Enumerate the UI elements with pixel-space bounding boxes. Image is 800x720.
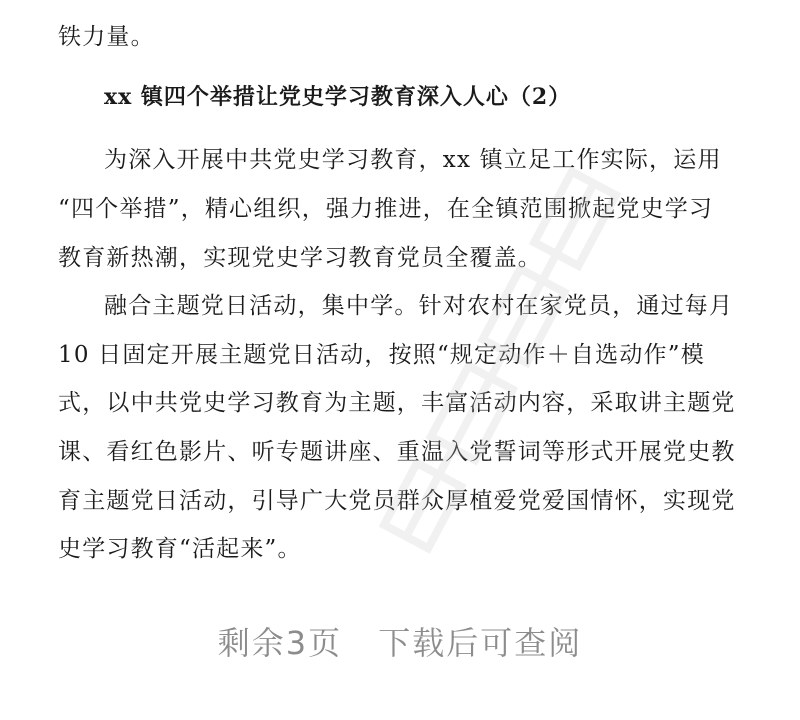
paragraph1-line3: 教育新热潮，实现党史学习教育党员全覆盖。 <box>58 245 542 271</box>
remaining-pages-text: 剩余3页 <box>217 624 343 662</box>
paragraph2-line5: 育主题党日活动，引导广大党员群众厚植爱党爱国情怀，实现党 <box>58 488 736 514</box>
download-to-view-text: 下载后可查阅 <box>378 624 583 662</box>
paragraph2-line6: 史学习教育“活起来”。 <box>58 536 302 562</box>
paragraph2-line1: 融合主题党日活动，集中学。针对农村在家党员，通过每月 <box>104 293 734 319</box>
paragraph1-line2: “四个举措”，精心组织，强力推进，在全镇范围掀起党史学习 <box>58 196 714 222</box>
paragraph2-line3: 式，以中共党史学习教育为主题，丰富活动内容，采取讲主题党 <box>58 390 736 416</box>
paragraph2-line2: 10 日固定开展主题党日活动，按照“规定动作＋自选动作”模 <box>58 342 705 368</box>
paragraph1-line1: 为深入开展中共党史学习教育，xx 镇立足工作实际，运用 <box>104 147 722 173</box>
download-prompt[interactable] <box>0 618 800 664</box>
paragraph2-line4: 课、看红色影片、听专题讲座、重温入党誓词等形式开展党史教 <box>58 439 736 465</box>
previous-paragraph-tail: 铁力量。 <box>58 24 155 50</box>
article-title: xx 镇四个举措让党史学习教育深入人心（2） <box>104 84 572 110</box>
